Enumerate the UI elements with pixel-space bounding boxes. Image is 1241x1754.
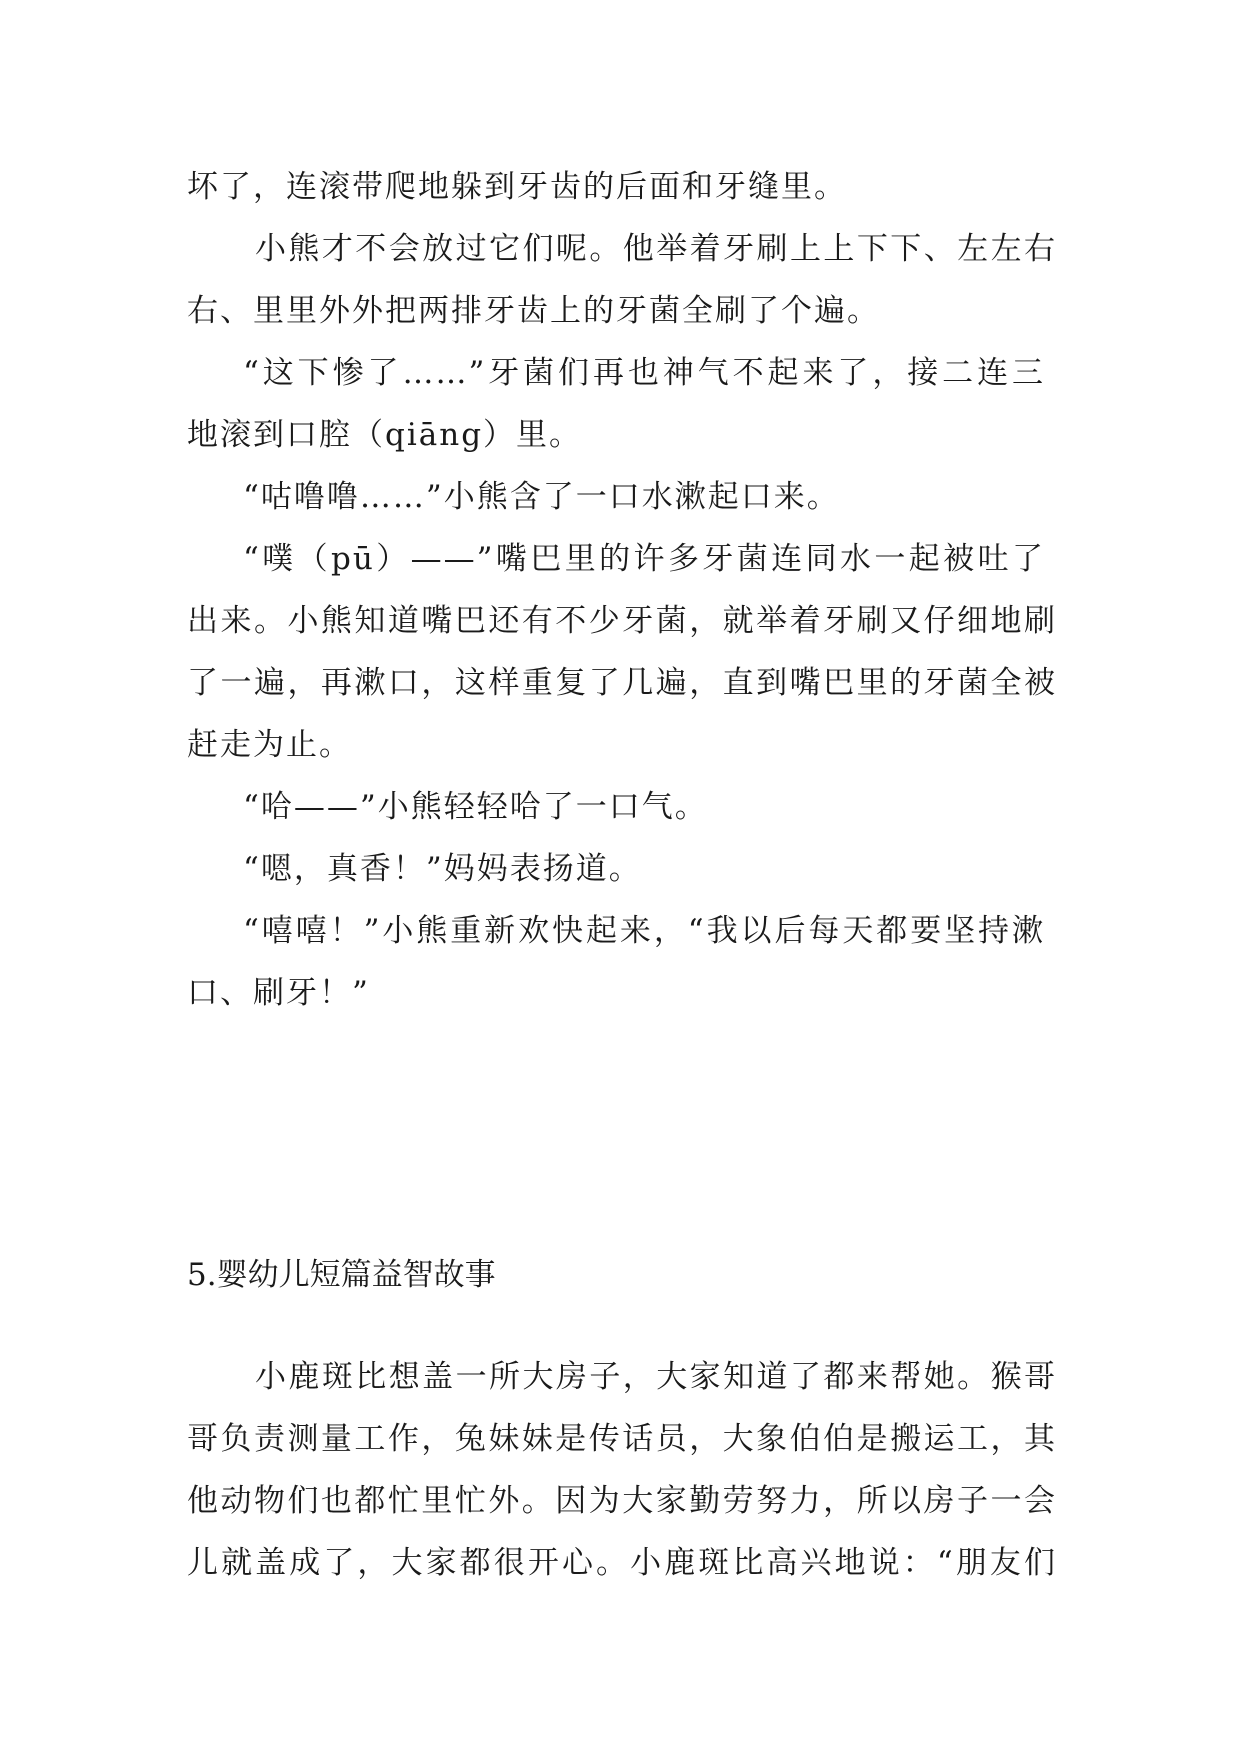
paragraph-line: 赶走为止。	[187, 727, 352, 763]
paragraph-line: 小熊才不会放过它们呢。他举着牙刷上上下下、左左右	[255, 231, 1057, 267]
paragraph-line: 了一遍，再漱口，这样重复了几遍，直到嘴巴里的牙菌全被	[187, 665, 1057, 701]
paragraph-line: 出来。小熊知道嘴巴还有不少牙菌，就举着牙刷又仔细地刷	[187, 603, 1057, 639]
paragraph-line: 儿就盖成了，大家都很开心。小鹿斑比高兴地说：“朋友们	[187, 1545, 1057, 1581]
paragraph-line: “咕噜噜……”小熊含了一口水漱起口来。	[243, 479, 840, 515]
paragraph-line: “嗯，真香！”妈妈表扬道。	[243, 851, 642, 887]
paragraph-line: “噗（pū）——”嘴巴里的许多牙菌连同水一起被吐了	[243, 541, 1045, 577]
paragraph-line: 右、里里外外把两排牙齿上的牙菌全刷了个遍。	[187, 293, 880, 329]
section-heading: 5.婴幼儿短篇益智故事	[187, 1257, 496, 1293]
paragraph-line: 坏了，连滚带爬地躲到牙齿的后面和牙缝里。	[187, 169, 847, 205]
paragraph-line: 哥负责测量工作，兔妹妹是传话员，大象伯伯是搬运工，其	[187, 1421, 1057, 1457]
paragraph-line: “这下惨了……”牙菌们再也神气不起来了，接二连三	[243, 355, 1045, 391]
paragraph-line: 口、刷牙！”	[187, 975, 370, 1011]
paragraph-line: “嘻嘻！”小熊重新欢快起来，“我以后每天都要坚持漱	[243, 913, 1045, 949]
paragraph-line: 他动物们也都忙里忙外。因为大家勤劳努力，所以房子一会	[187, 1483, 1057, 1519]
paragraph-line: 小鹿斑比想盖一所大房子，大家知道了都来帮她。猴哥	[255, 1359, 1057, 1395]
paragraph-line: 地滚到口腔（qiāng）里。	[187, 417, 583, 453]
paragraph-line: “哈——”小熊轻轻哈了一口气。	[243, 789, 708, 825]
